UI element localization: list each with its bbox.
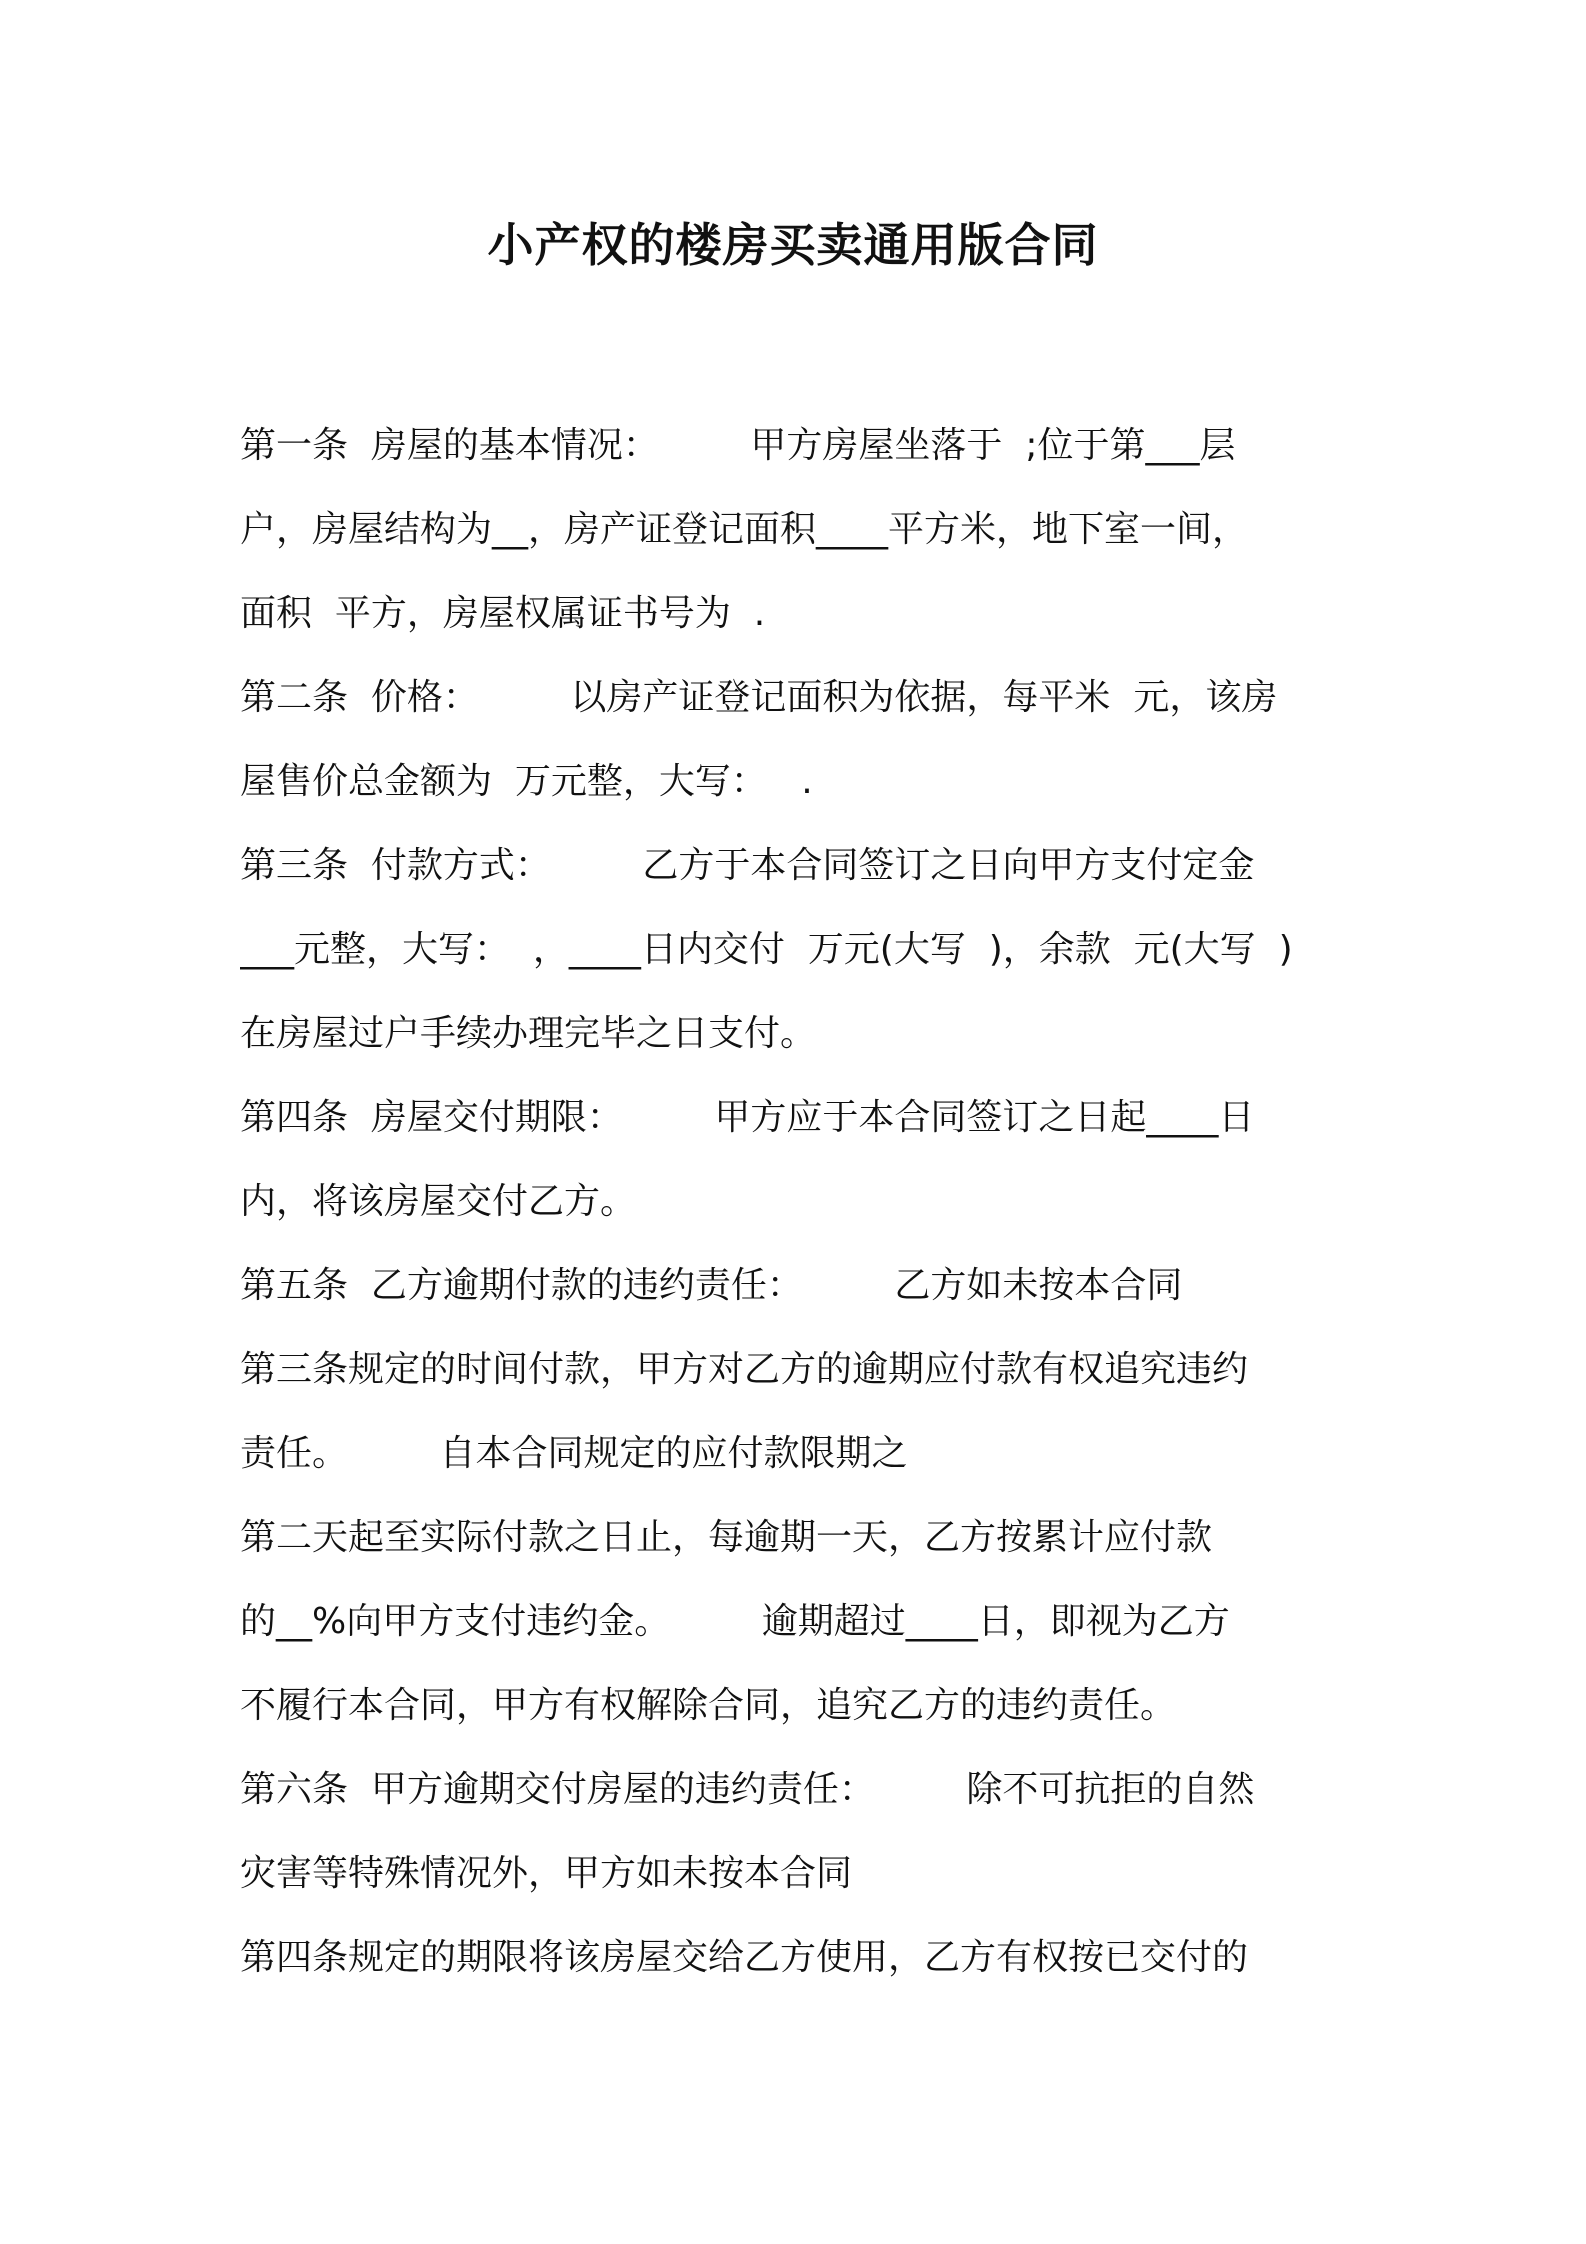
text-line: 内，将该房屋交付乙方。 (240, 1181, 637, 1222)
text-line: 第三条规定的时间付款，甲方对乙方的逾期应付款有权追究违约 (240, 1349, 1249, 1390)
text-line: 第四条规定的期限将该房屋交给乙方使用，乙方有权按已交付的 (240, 1937, 1249, 1978)
text-line: 第二天起至实际付款之日止，每逾期一天，乙方按累计应付款 (240, 1517, 1213, 1558)
text-line: ___元整，大写： ，____日内交付 万元(大写 )，余款 元(大写 ) (240, 929, 1293, 970)
text-line: 第三条 付款方式： 乙方于本合同签订之日向甲方支付定金 (240, 845, 1255, 886)
document-title: 小产权的楼房买卖通用版合同 (487, 218, 1099, 272)
text-line: 户，房屋结构为__，房产证登记面积____平方米，地下室一间， (240, 509, 1249, 550)
text-line: 责任。 自本合同规定的应付款限期之 (240, 1433, 908, 1474)
document-body (240, 404, 1360, 2000)
text-line: 第六条 甲方逾期交付房屋的违约责任： 除不可抗拒的自然 (240, 1769, 1255, 1810)
text-line: 不履行本合同，甲方有权解除合同，追究乙方的违约责任。 (240, 1685, 1177, 1726)
text-line: 在房屋过户手续办理完毕之日支付。 (240, 1013, 817, 1054)
text-line: 的__%向甲方支付违约金。 逾期超过____日，即视为乙方 (240, 1601, 1230, 1642)
text-line: 第一条 房屋的基本情况： 甲方房屋坐落于 ;位于第___层 (240, 425, 1236, 466)
text-line: 第五条 乙方逾期付款的违约责任： 乙方如未按本合同 (240, 1265, 1183, 1306)
text-line: 面积 平方，房屋权属证书号为 . (240, 593, 766, 634)
text-line: 第二条 价格： 以房产证登记面积为依据，每平米 元，该房 (240, 677, 1278, 718)
text-line: 灾害等特殊情况外，甲方如未按本合同 (240, 1853, 853, 1894)
text-line: 屋售价总金额为 万元整，大写： . (240, 761, 813, 802)
text-line: 第四条 房屋交付期限： 甲方应于本合同签订之日起____日 (240, 1097, 1255, 1138)
